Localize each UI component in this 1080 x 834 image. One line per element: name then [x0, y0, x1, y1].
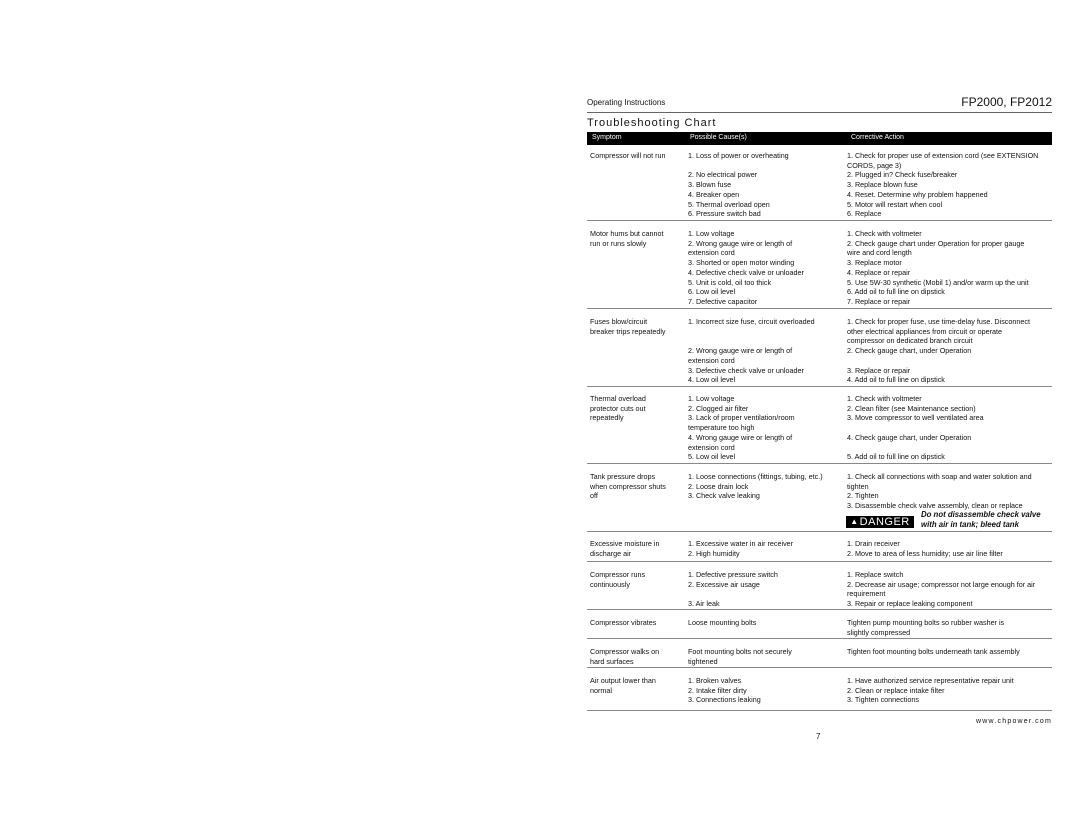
cause-line: 2. Excessive air usage: [688, 579, 760, 589]
warning-triangle-icon: ▲: [850, 517, 859, 526]
page-number: 7: [816, 732, 821, 741]
action-line: 3. Disassemble check valve assembly, clean or replace: [847, 501, 1023, 511]
danger-word: DANGER: [859, 516, 910, 528]
action-line: Tighten foot mounting bolts underneath tank assembly: [847, 647, 1020, 656]
row-divider: [587, 609, 1052, 610]
action-line: 3. Replace or repair: [847, 365, 911, 375]
symptom-line: Compressor runs: [590, 570, 646, 579]
cause-line: 1. Loss of power or overheating: [688, 151, 789, 160]
symptom-line: Thermal overload: [590, 394, 646, 403]
symptom-line: breaker trips repeatedly: [590, 326, 666, 336]
danger-label: [846, 516, 914, 528]
cause-line: extension cord: [688, 248, 735, 258]
cause-line: 2. No electrical power: [688, 170, 758, 180]
cause-line: 6. Low oil level: [688, 287, 736, 297]
danger-message-line1: Do not disassemble check valve: [921, 510, 1041, 519]
cause-line: 2. Wrong gauge wire or length of: [688, 238, 793, 248]
cause-line: 3. Blown fuse: [688, 180, 732, 190]
action-line: 4. Reset. Determine why problem happened: [847, 189, 988, 199]
action-line: Tighten pump mounting bolts so rubber washer is: [847, 618, 1005, 627]
row-divider: [587, 561, 1052, 562]
row-divider: [587, 386, 1052, 387]
column-header-symptom: Symptom: [592, 134, 622, 141]
symptom-line: run or runs slowly: [590, 238, 647, 248]
cause-line: 3. Connections leaking: [688, 695, 761, 705]
cause-line: Foot mounting bolts not securely: [688, 647, 792, 656]
action-line: 3. Tighten connections: [847, 695, 919, 705]
symptom-line: continuously: [590, 579, 630, 589]
action-line: 5. Add oil to full line on dipstick: [847, 452, 945, 462]
cause-line: 1. Loose connections (fittings, tubing, etc.): [688, 472, 823, 481]
action-line: 1. Replace switch: [847, 570, 904, 579]
symptom-line: Excessive moisture in: [590, 539, 660, 548]
symptom-line: Compressor will not run: [590, 151, 666, 160]
action-line: 1. Check with voltmeter: [847, 229, 922, 238]
model-number-header: FP2000, FP2012: [961, 95, 1052, 109]
cause-line: 5. Thermal overload open: [688, 199, 770, 209]
action-line: 2. Move to area of less humidity; use air line filter: [847, 548, 1003, 558]
cause-line: Loose mounting bolts: [688, 618, 757, 627]
action-line: compressor on dedicated branch circuit: [847, 336, 973, 346]
action-line: CORDS, page 3): [847, 160, 902, 170]
action-line: 2. Clean or replace intake filter: [847, 685, 945, 695]
cause-line: 7. Defective capacitor: [688, 296, 758, 306]
row-divider: [587, 667, 1052, 668]
footer-url: www.chpower.com: [976, 718, 1052, 725]
cause-line: 3. Check valve leaking: [688, 491, 760, 501]
action-line: requirement: [847, 589, 886, 599]
symptom-line: Fuses blow/circuit: [590, 317, 648, 326]
action-line: wire and cord length: [847, 248, 912, 258]
action-line: 2. Tighten: [847, 491, 879, 501]
action-line: 1. Check all connections with soap and water solution and: [847, 472, 1032, 481]
danger-message-line2: with air in tank; bleed tank: [921, 520, 1019, 529]
cause-line: 1. Excessive water in air receiver: [688, 539, 794, 548]
symptom-line: repeatedly: [590, 413, 624, 423]
action-line: 1. Check with voltmeter: [847, 394, 922, 403]
cause-line: 4. Breaker open: [688, 189, 740, 199]
running-header-left: Operating Instructions: [587, 98, 666, 107]
action-line: 6. Add oil to full line on dipstick: [847, 287, 945, 297]
cause-line: 2. Wrong gauge wire or length of: [688, 346, 793, 356]
cause-line: 2. Intake filter dirty: [688, 685, 747, 695]
cause-line: 5. Low oil level: [688, 452, 736, 462]
cause-line: 4. Low oil level: [688, 375, 736, 385]
header-divider: [587, 112, 1052, 113]
action-line: 3. Replace blown fuse: [847, 180, 918, 190]
symptom-line: when compressor shuts: [590, 481, 666, 491]
action-line: slightly compressed: [847, 627, 911, 637]
action-line: 2. Check gauge chart under Operation for proper gauge: [847, 238, 1025, 248]
cause-line: 6. Pressure switch bad: [688, 209, 761, 219]
action-line: 2. Clean filter (see Maintenance section): [847, 403, 976, 413]
cause-line: 3. Shorted or open motor winding: [688, 258, 795, 268]
action-line: 4. Add oil to full line on dipstick: [847, 375, 945, 385]
symptom-line: Compressor vibrates: [590, 618, 657, 627]
row-divider: [587, 308, 1052, 309]
column-header-action: Corrective Action: [851, 134, 904, 141]
page-title: Troubleshooting Chart: [587, 117, 717, 129]
cause-line: 4. Wrong gauge wire or length of: [688, 432, 793, 442]
symptom-line: Compressor walks on: [590, 647, 660, 656]
cause-line: 1. Incorrect size fuse, circuit overloaded: [688, 317, 815, 326]
table-header-bar: [587, 132, 1052, 145]
action-line: 3. Move compressor to well ventilated area: [847, 413, 984, 423]
cause-line: extension cord: [688, 355, 735, 365]
symptom-line: normal: [590, 685, 612, 695]
action-line: 6. Replace: [847, 209, 882, 219]
cause-line: 2. High humidity: [688, 548, 740, 558]
cause-line: 1. Defective pressure switch: [688, 570, 778, 579]
symptom-line: discharge air: [590, 548, 632, 558]
action-line: 3. Repair or replace leaking component: [847, 599, 973, 609]
action-line: 1. Check for proper fuse, use time-delay fuse. Disconnect: [847, 317, 1030, 326]
row-divider: [587, 463, 1052, 464]
row-divider: [587, 531, 1052, 532]
cause-line: 3. Lack of proper ventilation/room: [688, 413, 795, 423]
action-line: 1. Drain receiver: [847, 539, 900, 548]
symptom-line: Motor hums but cannot: [590, 229, 664, 238]
cause-line: 3. Air leak: [688, 599, 720, 609]
cause-line: 1. Broken valves: [688, 676, 742, 685]
row-divider: [587, 220, 1052, 221]
action-line: 4. Check gauge chart, under Operation: [847, 432, 972, 442]
danger-message: [921, 510, 1041, 530]
cause-line: 2. Clogged air filter: [688, 403, 749, 413]
symptom-line: hard surfaces: [590, 656, 634, 666]
cause-line: tightened: [688, 656, 718, 666]
action-line: 2. Plugged in? Check fuse/breaker: [847, 170, 958, 180]
symptom-line: off: [590, 491, 598, 501]
cause-line: 2. Loose drain lock: [688, 481, 749, 491]
action-line: other electrical appliances from circuit or operate: [847, 326, 1003, 336]
action-line: 3. Replace motor: [847, 258, 902, 268]
action-line: 1. Check for proper use of extension cord (see EXTENSION: [847, 151, 1039, 160]
cause-line: 4. Defective check valve or unloader: [688, 267, 804, 277]
action-line: 5. Use 5W-30 synthetic (Mobil 1) and/or warm up the unit: [847, 277, 1029, 287]
symptom-line: Air output lower than: [590, 676, 656, 685]
action-line: 2. Check gauge chart, under Operation: [847, 346, 972, 356]
column-header-cause: Possible Cause(s): [690, 134, 747, 141]
cause-line: 1. Low voltage: [688, 394, 735, 403]
action-line: 1. Have authorized service representative repair unit: [847, 676, 1014, 685]
cause-line: 1. Low voltage: [688, 229, 735, 238]
row-divider: [587, 638, 1052, 639]
cause-line: 3. Defective check valve or unloader: [688, 365, 804, 375]
cause-line: temperature too high: [688, 423, 755, 433]
row-divider: [587, 710, 1052, 711]
symptom-line: Tank pressure drops: [590, 472, 656, 481]
action-line: 2. Decrease air usage; compressor not large enough for air: [847, 579, 1036, 589]
action-line: 5. Motor will restart when cool: [847, 199, 943, 209]
cause-line: extension cord: [688, 442, 735, 452]
action-line: tighten: [847, 481, 869, 491]
action-line: 4. Replace or repair: [847, 267, 911, 277]
action-line: 7. Replace or repair: [847, 296, 911, 306]
cause-line: 5. Unit is cold, oil too thick: [688, 277, 772, 287]
symptom-line: protector cuts out: [590, 403, 646, 413]
